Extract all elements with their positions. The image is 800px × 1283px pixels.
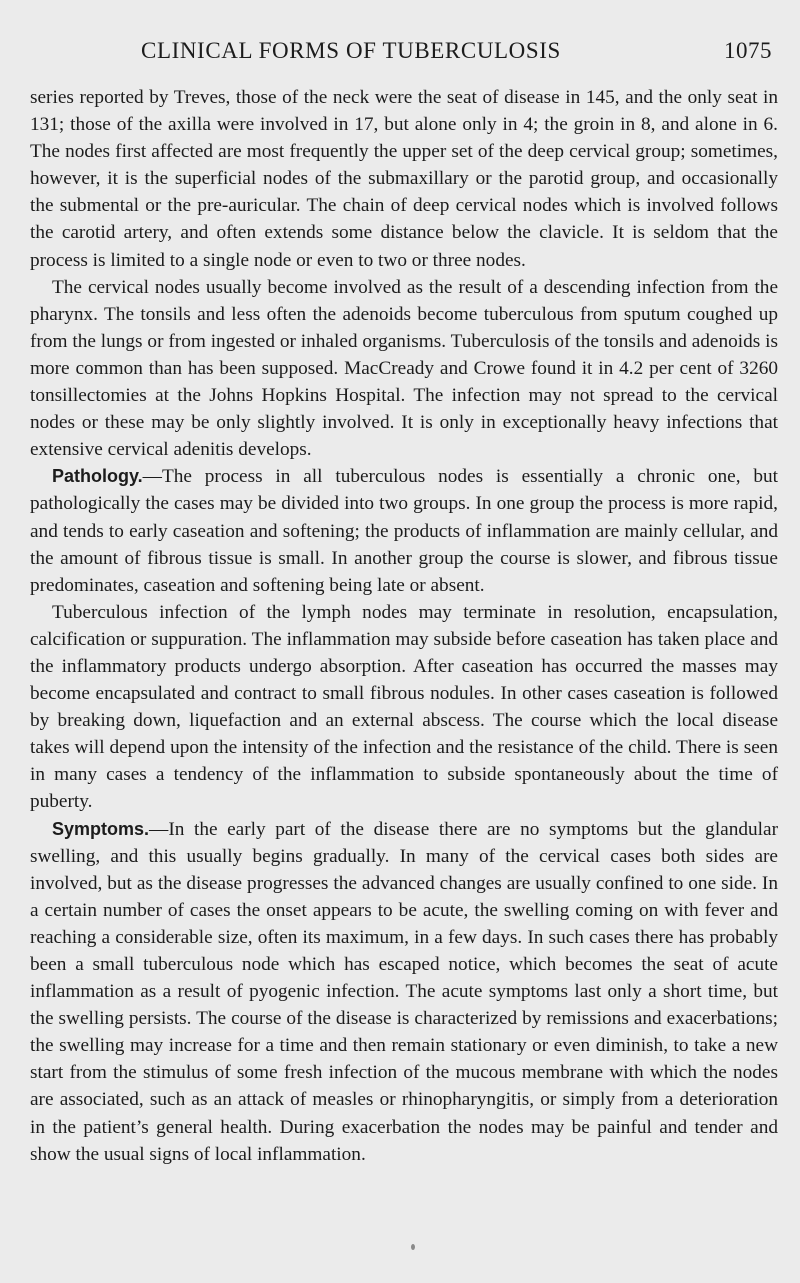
page-number: 1075 xyxy=(724,38,772,63)
paragraph-cervical-infection xyxy=(30,274,778,464)
paragraph-text: —The process in all tuberculous nodes is essentially a chronic one, but pathologically the cases may be divided into two groups. In one group the process is more rapid, and tends to early caseation and softening; the products of inflammation are mainly cellular, and the amount of fibrous tissue is small. In another group the course is slower, and fibrous tissue predominates, caseation and softening being late or absent. xyxy=(30,466,778,596)
running-head: CLINICAL FORMS OF TUBERCULOSIS xyxy=(141,38,561,63)
paragraph-continued xyxy=(30,84,778,274)
paragraph-termination xyxy=(30,599,778,816)
ink-speck xyxy=(411,1244,415,1250)
page-header xyxy=(0,38,800,68)
paragraph-text: The cervical nodes usually become involved as the result of a descending infection from the pharynx. The tonsils and less often the adenoids become tuberculous from sputum coughed up from the lungs or from ingested or inhaled organisms. Tuberculosis of the tonsils and adenoids is more common than has been supposed. MacCready and Crowe found it in 4.2 per cent of 3260 tonsillectomies at the Johns Hopkins Hospital. The infection may not spread to the cervical nodes or these may be only slightly involved. It is only in exceptionally heavy infections that extensive cervical adenitis develops. xyxy=(30,276,778,461)
paragraph-text: series reported by Treves, those of the neck were the seat of disease in 145, and the only seat in 131; those of the axilla were involved in 17, but alone only in 4; the groin in 8, and alone in 6. The nodes first affected are most frequently the upper set of the deep cervical group; sometimes, however, it is the superficial nodes of the submaxillary or the parotid group, and occasionally the submental or the pre-auricular. The chain of deep cervical nodes which is involved follows the carotid artery, and often extends some distance below the clavicle. It is seldom that the process is limited to a single node or even to two or three nodes. xyxy=(30,87,778,271)
paragraph-text: —In the early part of the disease there are no symptoms but the glandular swelling, and this usually begins gradually. In many of the cervical cases both sides are involved, but as the disease progresses the advanced changes are usually confined to one side. In a certain number of cases the onset appears to be acute, the swelling coming on with fever and reaching a considerable size, often its maximum, in a few days. In such cases there has probably been a small tuberculous node which has escaped notice, which becomes the seat of acute inflammation as a result of pyogenic infection. The acute symptoms last only a short time, but the swelling persists. The course of the disease is characterized by remissions and exacerbations; the swelling may increase for a time and then remain stationary or even diminish, to take a new start from the stimulus of some fresh infection of the mucous membrane with which the nodes are associated, such as an attack of measles or rhinopharyngitis, or simply from a deterioration in the patient’s general health. During exacerbation the nodes may be painful and tender and show the usual signs of local inflammation. xyxy=(30,818,778,1165)
paragraph-symptoms xyxy=(30,816,778,1168)
body-text xyxy=(30,84,778,1168)
section-heading-pathology: Pathology. xyxy=(52,466,143,487)
section-heading-symptoms: Symptoms. xyxy=(52,818,150,839)
paragraph-text: Tuberculous infection of the lymph nodes may terminate in resolution, encapsulation, calcification or suppuration. The inflammation may subside before caseation has taken place and the inflammatory products undergo absorption. After caseation has occurred the masses may become encapsulated and contract to small fibrous nodules. In other cases caseation is followed by breaking down, liquefaction and an external abscess. The course which the local disease takes will depend upon the intensity of the infection and the resistance of the child. There is seen in many cases a tendency of the inflammation to subside spontaneously about the time of puberty. xyxy=(30,601,778,813)
paragraph-pathology xyxy=(30,463,778,598)
